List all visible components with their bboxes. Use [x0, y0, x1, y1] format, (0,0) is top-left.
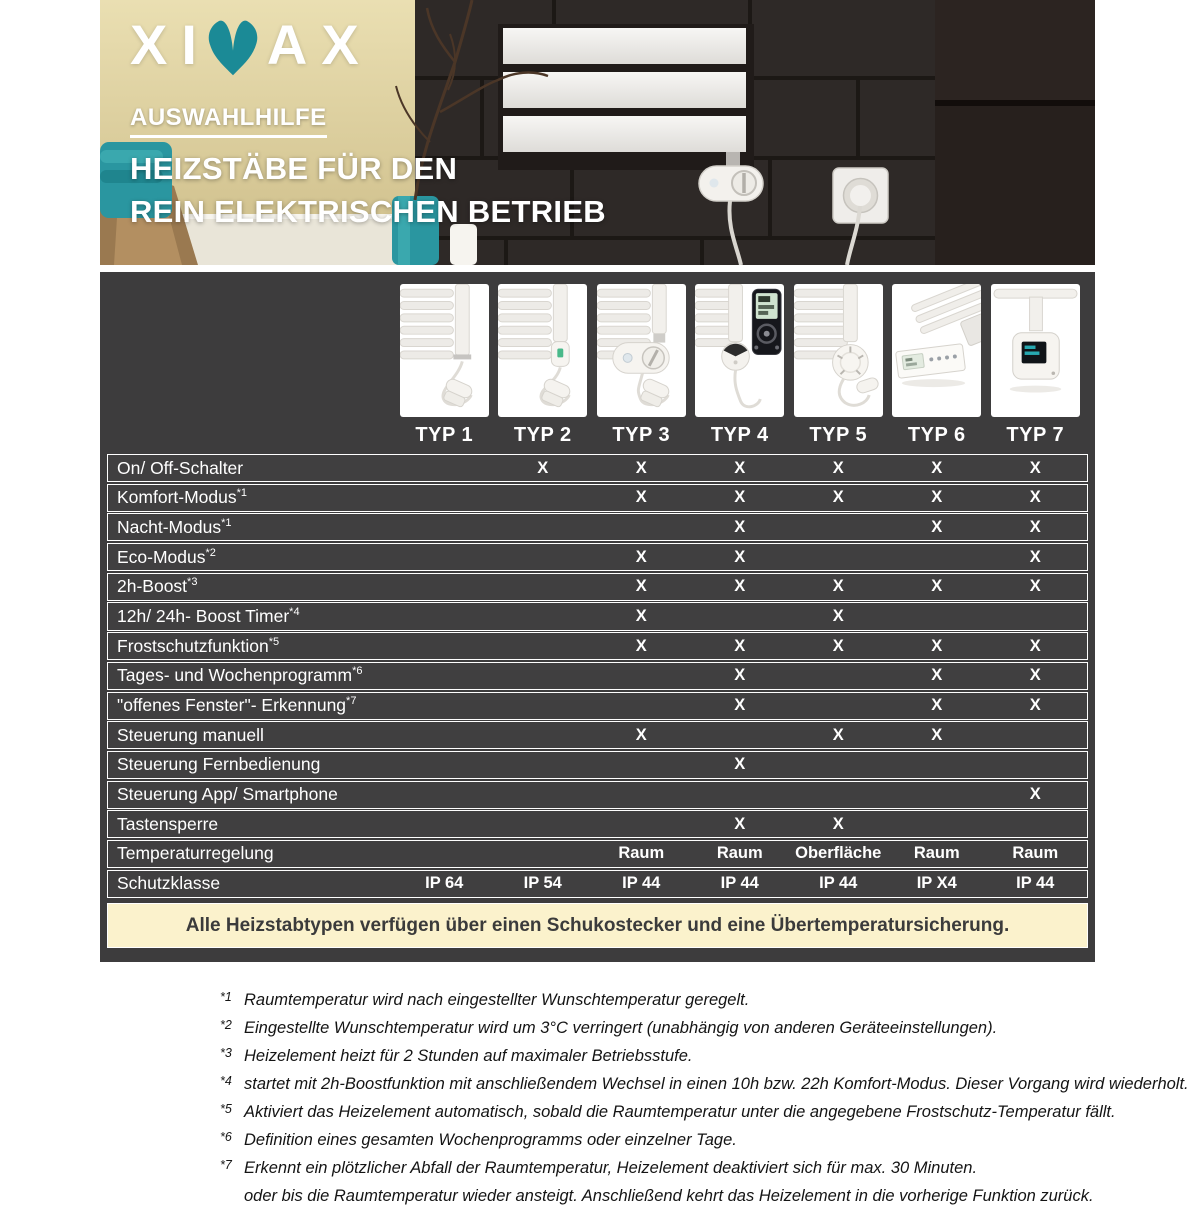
table-cell: X — [931, 517, 943, 536]
product-images-row — [395, 284, 1088, 449]
footnote-marker: *1 — [220, 989, 232, 1004]
table-row — [107, 721, 1088, 749]
table-cell: X — [734, 814, 746, 833]
hero-text-block — [130, 12, 606, 233]
product-column-6 — [888, 284, 987, 449]
row-label — [108, 606, 395, 627]
row-label-text: 2h-Boost — [117, 576, 188, 597]
row-label — [108, 695, 395, 716]
product-column-4 — [691, 284, 790, 449]
footnote — [220, 1186, 1200, 1207]
comparison-table-panel — [100, 272, 1095, 962]
teal-m-drop-icon — [205, 14, 261, 78]
footnote-marker: *3 — [220, 1045, 232, 1060]
footnote — [220, 1074, 1200, 1095]
table-row — [107, 632, 1088, 660]
table-cell: X — [931, 458, 943, 477]
table-cell: X — [832, 488, 844, 507]
table-cell: X — [734, 488, 746, 507]
table-cell: IP 44 — [720, 874, 759, 893]
footer-note-banner: Alle Heizstabtypen verfügen über einen Schukostecker und eine Übertemperatursicherung. — [107, 903, 1088, 948]
footnote — [220, 990, 1200, 1011]
footnote — [220, 1046, 1200, 1067]
footnote-marker: *5 — [220, 1101, 232, 1116]
footnote-marker: *7 — [220, 1157, 232, 1172]
column-header: TYP 2 — [513, 424, 572, 446]
table-cell: X — [832, 577, 844, 596]
product-column-7 — [986, 284, 1085, 449]
logo-text-left: XI — [130, 13, 211, 76]
table-cell: Raum — [913, 844, 960, 863]
row-label-footnote-marker: *2 — [205, 546, 216, 559]
row-label-footnote-marker: *6 — [352, 665, 363, 678]
table-cell: X — [832, 458, 844, 477]
table-cell: X — [635, 725, 647, 744]
table-cell: X — [537, 458, 549, 477]
table-cell: X — [1029, 577, 1041, 596]
table-cell: X — [734, 547, 746, 566]
row-label-footnote-marker: *3 — [187, 576, 198, 589]
table-cell: X — [832, 725, 844, 744]
row-label-text: Steuerung Fernbedienung — [117, 754, 321, 775]
row-label-text: Komfort-Modus — [117, 487, 237, 508]
table-cell: X — [832, 606, 844, 625]
row-label-text: Steuerung manuell — [117, 724, 264, 745]
table-cell: X — [1029, 785, 1041, 804]
table-cell: X — [734, 666, 746, 685]
table-cell: X — [1029, 636, 1041, 655]
column-header: TYP 7 — [1006, 424, 1065, 446]
heating-rod-oval-control-image — [597, 284, 686, 417]
table-cell: X — [734, 696, 746, 715]
table-cell: IP 64 — [425, 874, 464, 893]
table-row — [107, 573, 1088, 601]
table-row — [107, 692, 1088, 720]
table-cell: X — [635, 636, 647, 655]
table-cell: X — [1029, 547, 1041, 566]
row-label-text: Temperaturregelung — [117, 843, 274, 864]
row-label — [108, 784, 395, 805]
table-cell: Raum — [618, 844, 665, 863]
table-cell: X — [931, 666, 943, 685]
row-label — [108, 487, 395, 508]
column-header: TYP 5 — [809, 424, 868, 446]
table-cell: X — [734, 577, 746, 596]
table-cell: X — [931, 636, 943, 655]
column-header: TYP 1 — [415, 424, 474, 446]
hero-title-line1: HEIZSTÄBE FÜR DEN — [130, 151, 458, 186]
table-cell: Oberfläche — [795, 844, 882, 863]
table-cell: X — [734, 458, 746, 477]
row-label-text: "offenes Fenster"- Erkennung — [117, 695, 347, 716]
table-cell: X — [734, 636, 746, 655]
table-cell: X — [931, 488, 943, 507]
table-cell: IP 44 — [819, 874, 858, 893]
footnote — [220, 1102, 1200, 1123]
row-label-text: On/ Off-Schalter — [117, 457, 244, 478]
heating-rod-remote-control-image — [695, 284, 784, 417]
row-label — [108, 754, 395, 775]
table-row — [107, 810, 1088, 838]
page-content — [100, 0, 1189, 1207]
footnote-text: Aktiviert das Heizelement automatisch, sobald die Raumtemperatur unter die angegebene Frostschutz-Temperatur fällt. — [244, 1102, 1116, 1121]
hero-banner — [100, 0, 1095, 265]
row-label-text: 12h/ 24h- Boost Timer — [117, 605, 290, 626]
table-cell: IP X4 — [916, 874, 957, 893]
hero-kicker: AUSWAHLHILFE — [130, 104, 327, 138]
row-label — [108, 873, 395, 894]
logo-text-right: AX — [266, 13, 373, 76]
table-row — [107, 662, 1088, 690]
product-column-2 — [494, 284, 593, 449]
footnote-text: Definition eines gesamten Wochenprogramms oder einzelner Tage. — [244, 1130, 737, 1149]
column-header: TYP 3 — [612, 424, 671, 446]
table-cell: X — [635, 606, 647, 625]
table-row — [107, 513, 1088, 541]
product-column-5 — [789, 284, 888, 449]
row-label-footnote-marker: *1 — [221, 517, 232, 530]
row-label-footnote-marker: *1 — [236, 487, 248, 500]
feature-rows — [107, 454, 1088, 898]
footnote-text: Heizelement heizt für 2 Stunden auf maximaler Betriebsstufe. — [244, 1046, 693, 1065]
row-label — [108, 665, 395, 686]
ximax-logo — [130, 12, 606, 78]
row-label-text: Tastensperre — [117, 813, 219, 834]
row-label-text: Schutzklasse — [117, 873, 221, 894]
footnote — [220, 1158, 1200, 1179]
row-label-footnote-marker: *7 — [346, 695, 357, 708]
table-cell: X — [1029, 488, 1041, 507]
heating-rod-switch-image — [498, 284, 587, 417]
product-column-1 — [395, 284, 494, 449]
table-row — [107, 840, 1088, 868]
footnote-text: startet mit 2h-Boostfunktion mit anschließendem Wechsel in einen 10h bzw. 22h Komfort-Modus. Dieser Vorgang wird wiederholt. — [244, 1074, 1189, 1093]
row-label — [108, 547, 395, 568]
footnote-marker: *6 — [220, 1129, 232, 1144]
heating-rod-plain-image — [400, 284, 489, 417]
heating-rod-display-box-image — [991, 284, 1080, 417]
column-header: TYP 4 — [710, 424, 769, 446]
row-label-text: Tages- und Wochenprogramm — [117, 665, 353, 686]
table-row — [107, 543, 1088, 571]
column-header: TYP 6 — [907, 424, 966, 446]
row-label — [108, 814, 395, 835]
row-label-text: Steuerung App/ Smartphone — [117, 784, 338, 805]
table-cell: X — [734, 755, 746, 774]
footnote-text: Eingestellte Wunschtemperatur wird um 3°C verringert (unabhängig von anderen Geräteeinstellungen). — [244, 1018, 998, 1037]
table-cell: IP 54 — [523, 874, 562, 893]
table-row — [107, 484, 1088, 512]
table-cell: X — [931, 696, 943, 715]
row-label-text: Frostschutzfunktion — [117, 635, 269, 656]
table-cell: IP 44 — [622, 874, 661, 893]
table-row — [107, 751, 1088, 779]
row-label-text: Nacht-Modus — [117, 516, 222, 537]
table-cell: X — [1029, 696, 1041, 715]
footnote — [220, 1130, 1200, 1151]
row-label-text: Eco-Modus — [117, 546, 206, 567]
table-cell: X — [635, 577, 647, 596]
table-cell: X — [931, 725, 943, 744]
table-row — [107, 602, 1088, 630]
table-cell: X — [734, 517, 746, 536]
row-label — [108, 576, 395, 597]
footnote-text: Raumtemperatur wird nach eingestellter Wunschtemperatur geregelt. — [244, 990, 750, 1009]
radiator-control-panel-image — [892, 284, 981, 417]
table-cell: IP 44 — [1016, 874, 1055, 893]
heating-rod-rotary-knob-image — [794, 284, 883, 417]
footnote-marker: *2 — [220, 1017, 232, 1032]
footnotes-section — [220, 990, 1200, 1207]
table-cell: Raum — [1012, 844, 1059, 863]
table-cell: X — [931, 577, 943, 596]
table-cell: X — [1029, 517, 1041, 536]
table-cell: X — [832, 636, 844, 655]
row-label — [108, 458, 395, 479]
table-cell: X — [635, 488, 647, 507]
row-label — [108, 517, 395, 538]
product-column-3 — [592, 284, 691, 449]
table-row — [107, 870, 1088, 898]
table-cell: Raum — [716, 844, 763, 863]
footnote — [220, 1018, 1200, 1039]
row-label — [108, 725, 395, 746]
footnote-text: oder bis die Raumtemperatur wieder ansteigt. Anschließend kehrt das Heizelement in die vorherige Funktion zurück. — [244, 1186, 1094, 1205]
table-cell: X — [635, 547, 647, 566]
row-label — [108, 636, 395, 657]
row-label-footnote-marker: *5 — [268, 635, 280, 648]
hero-title-line2: REIN ELEKTRISCHEN BETRIEB — [130, 194, 606, 229]
table-cell: X — [832, 814, 844, 833]
table-row — [107, 454, 1088, 482]
footnote-marker: *4 — [220, 1073, 232, 1088]
row-label — [108, 843, 395, 864]
footnote-text: Erkennt ein plötzlicher Abfall der Raumtemperatur, Heizelement deaktiviert sich für max. 30 Minuten. — [244, 1158, 978, 1177]
table-row — [107, 781, 1088, 809]
row-label-footnote-marker: *4 — [289, 606, 300, 619]
table-cell: X — [1029, 458, 1041, 477]
table-cell: X — [635, 458, 647, 477]
table-cell: X — [1029, 666, 1041, 685]
